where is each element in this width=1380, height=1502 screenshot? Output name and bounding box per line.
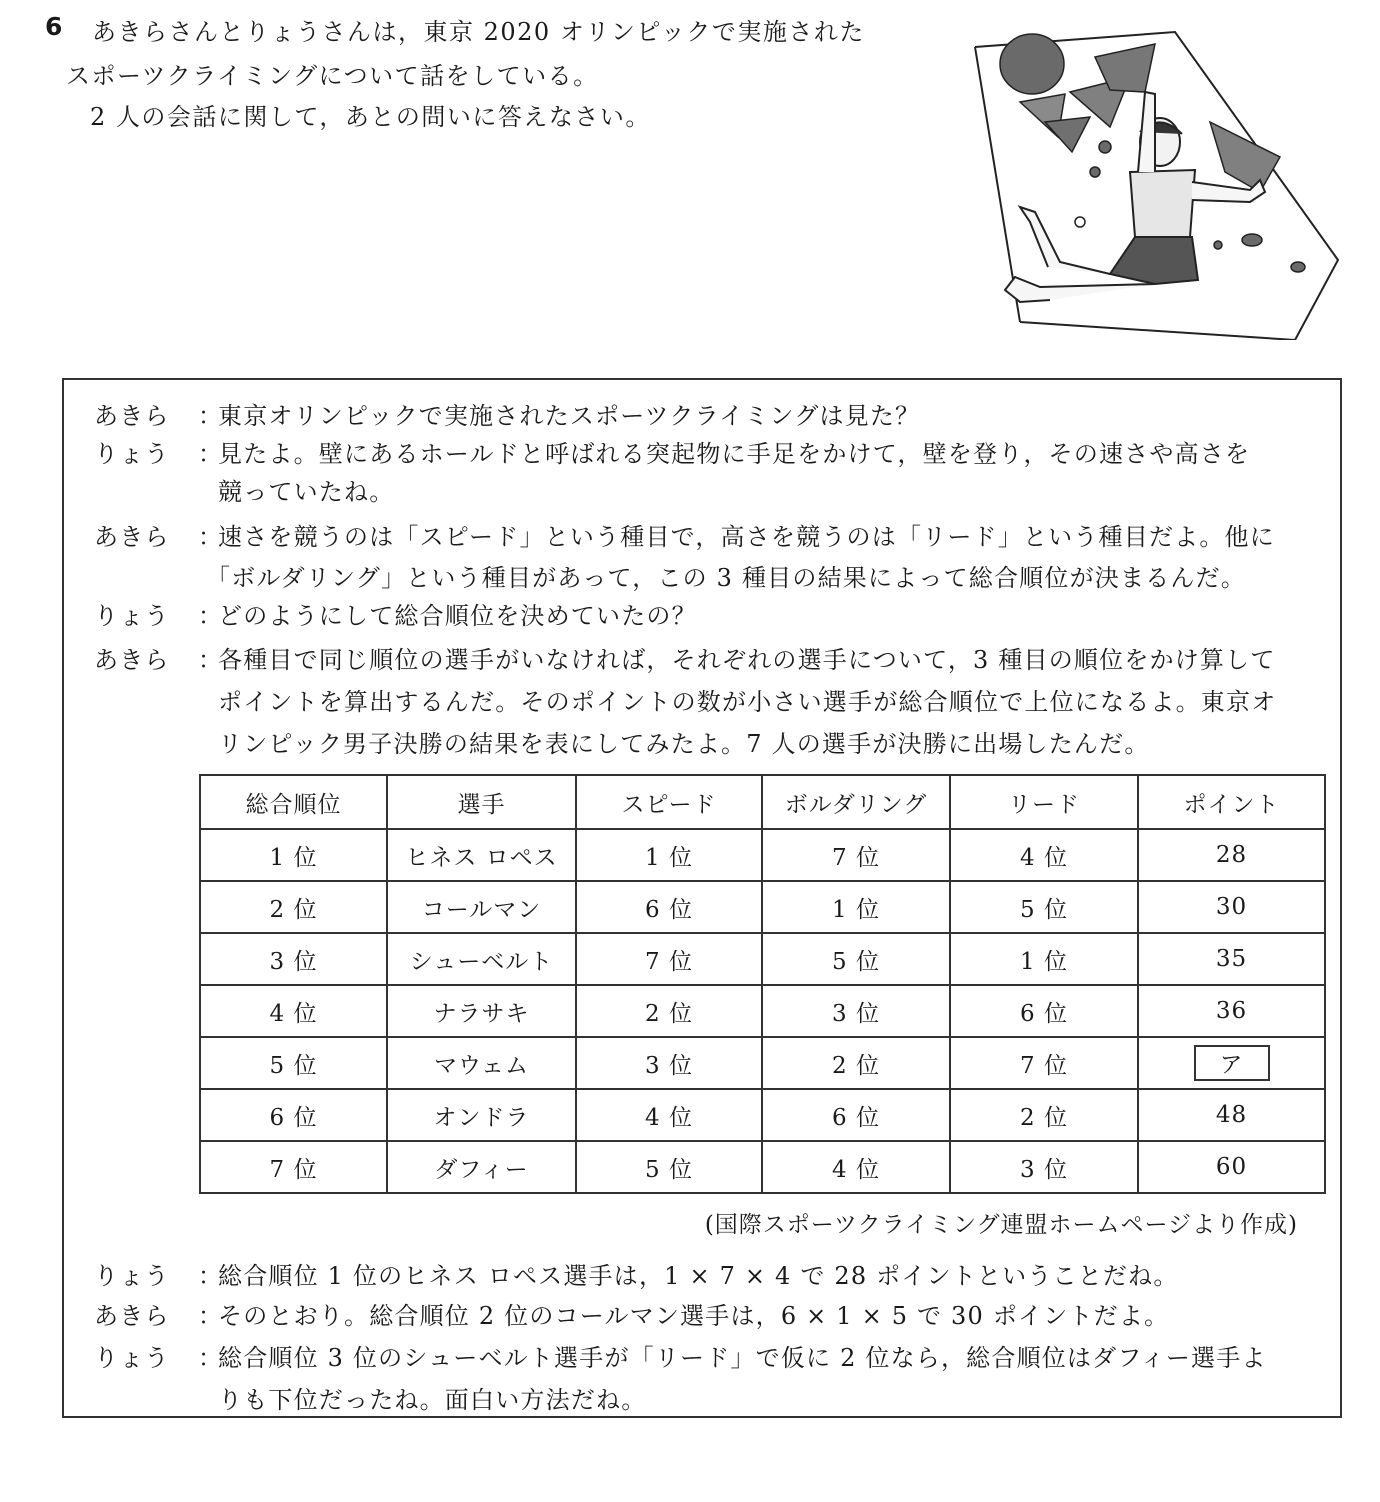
table-cell: 4 位 [950,829,1138,881]
table-cell: 7 位 [576,933,762,985]
table-header-cell: 選手 [387,775,576,829]
table-row [200,829,1325,881]
dialogue-line-continued: リンピック男子決勝の結果を表にしてみたよ。7 人の選手が決勝に出場したんだ。 [218,730,1150,758]
table-header-cell: リード [950,775,1138,829]
table-cell: 3 位 [576,1037,762,1089]
table-cell: 7 位 [200,1141,387,1193]
table-cell: オンドラ [387,1089,576,1141]
table-cell: 4 位 [576,1089,762,1141]
table-cell: 6 位 [200,1089,387,1141]
table-cell: 5 位 [950,881,1138,933]
speaker-name: りょう [94,1262,170,1290]
dialogue-line-continued: 競っていたね。 [218,478,395,506]
table-cell: ダフィー [387,1141,576,1193]
table-header-row [200,775,1325,829]
dialogue-line-continued: ポイントを算出するんだ。そのポイントの数が小さい選手が総合順位で上位になるよ。東京オ [218,688,1277,716]
dialogue-line: りょう ：どのようにして総合順位を決めていたの？ [94,596,697,631]
dialogue-line-continued: りも下位だったね。面白い方法だね。 [218,1386,647,1414]
dialogue-line: りょう ：総合順位 1 位のヒネス ロペス選手は，1 × 7 × 4 で 28 ポイントということだね。 [94,1256,1179,1291]
dialogue-line: あきら ：そのとおり。総合順位 2 位のコールマン選手は，6 × 1 × 5 で 30 ポイントだよ。 [94,1296,1169,1331]
table-cell: ヒネス ロペス [387,829,576,881]
dialogue-line: あきら ：速さを競うのは「スピード」という種目で，高さを競うのは「リード」という種目だよ。他に [94,517,1275,552]
dialogue-line: あきら ：東京オリンピックで実施されたスポーツクライミングは見た？ [94,396,920,431]
table-cell: 2 位 [950,1089,1138,1141]
table-cell: 5 位 [576,1141,762,1193]
dialogue-line: りょう ：見たよ。壁にあるホールドと呼ばれる突起物に手足をかけて，壁を登り，その速さや高さを [94,434,1250,469]
table-cell: 6 位 [762,1089,950,1141]
answer-blank-box: ア [1194,1045,1270,1081]
table-cell: 60 [1138,1141,1325,1193]
table-cell: 30 [1138,881,1325,933]
table-cell: 3 位 [762,985,950,1037]
speaker-name: あきら [94,646,170,674]
table-header-cell: ボルダリング [762,775,950,829]
dialogue-line-continued: 「ボルダリング」という種目があって，この 3 種目の結果によって総合順位が決まるんだ。 [206,564,1246,592]
dialogue-box [62,378,1342,1418]
table-cell: 2 位 [576,985,762,1037]
table-cell: 5 位 [200,1037,387,1089]
intro-line: 2 人の会話に関して，あとの問いに答えなさい。 [90,103,651,131]
table-cell: 3 位 [200,933,387,985]
table-cell: 6 位 [950,985,1138,1037]
table-cell: 7 位 [762,829,950,881]
table-cell: 2 位 [762,1037,950,1089]
table-row [200,985,1325,1037]
table-cell: ナラサキ [387,985,576,1037]
intro-line: あきらさんとりょうさんは，東京 2020 オリンピックで実施された [92,18,865,46]
table-cell: 36 [1138,985,1325,1037]
results-table [199,774,1326,1194]
table-row [200,1089,1325,1141]
dialogue-line: りょう ：総合順位 3 位のシューベルト選手が「リード」で仮に 2 位なら，総合順位はダフィー選手よ [94,1338,1267,1373]
table-cell: 3 位 [950,1141,1138,1193]
question-number: 6 [45,12,63,41]
speaker-name: あきら [94,402,170,430]
table-cell: 4 位 [200,985,387,1037]
table-header-cell: 総合順位 [200,775,387,829]
table-cell: 28 [1138,829,1325,881]
table-cell: マウェム [387,1037,576,1089]
table-cell: 6 位 [576,881,762,933]
table-cell: 7 位 [950,1037,1138,1089]
speaker-name: りょう [94,440,170,468]
table-row [200,933,1325,985]
speaker-name: あきら [94,1302,170,1330]
table-cell: 1 位 [200,829,387,881]
table-cell: 4 位 [762,1141,950,1193]
intro-line: スポーツクライミングについて話をしている。 [66,62,599,90]
speaker-name: りょう [94,602,170,630]
table-cell: 1 位 [762,881,950,933]
table-cell: 5 位 [762,933,950,985]
table-cell: 2 位 [200,881,387,933]
table-cell: コールマン [387,881,576,933]
climber-illustration [960,22,1350,340]
speaker-name: りょう [94,1344,170,1372]
table-cell: 35 [1138,933,1325,985]
table-cell: 1 位 [576,829,762,881]
dialogue-line: あきら ：各種目で同じ順位の選手がいなければ，それぞれの選手について，3 種目の順位をかけ算して [94,640,1276,675]
table-source-note: (国際スポーツクライミング連盟ホームページより作成) [704,1212,1298,1238]
table-cell [1138,1037,1325,1089]
table-row [200,881,1325,933]
table-cell: 1 位 [950,933,1138,985]
speaker-name: あきら [94,523,170,551]
table-header-cell: ポイント [1138,775,1325,829]
table-cell: 48 [1138,1089,1325,1141]
table-row [200,1037,1325,1089]
table-row [200,1141,1325,1193]
table-header-cell: スピード [576,775,762,829]
table-cell: シューベルト [387,933,576,985]
